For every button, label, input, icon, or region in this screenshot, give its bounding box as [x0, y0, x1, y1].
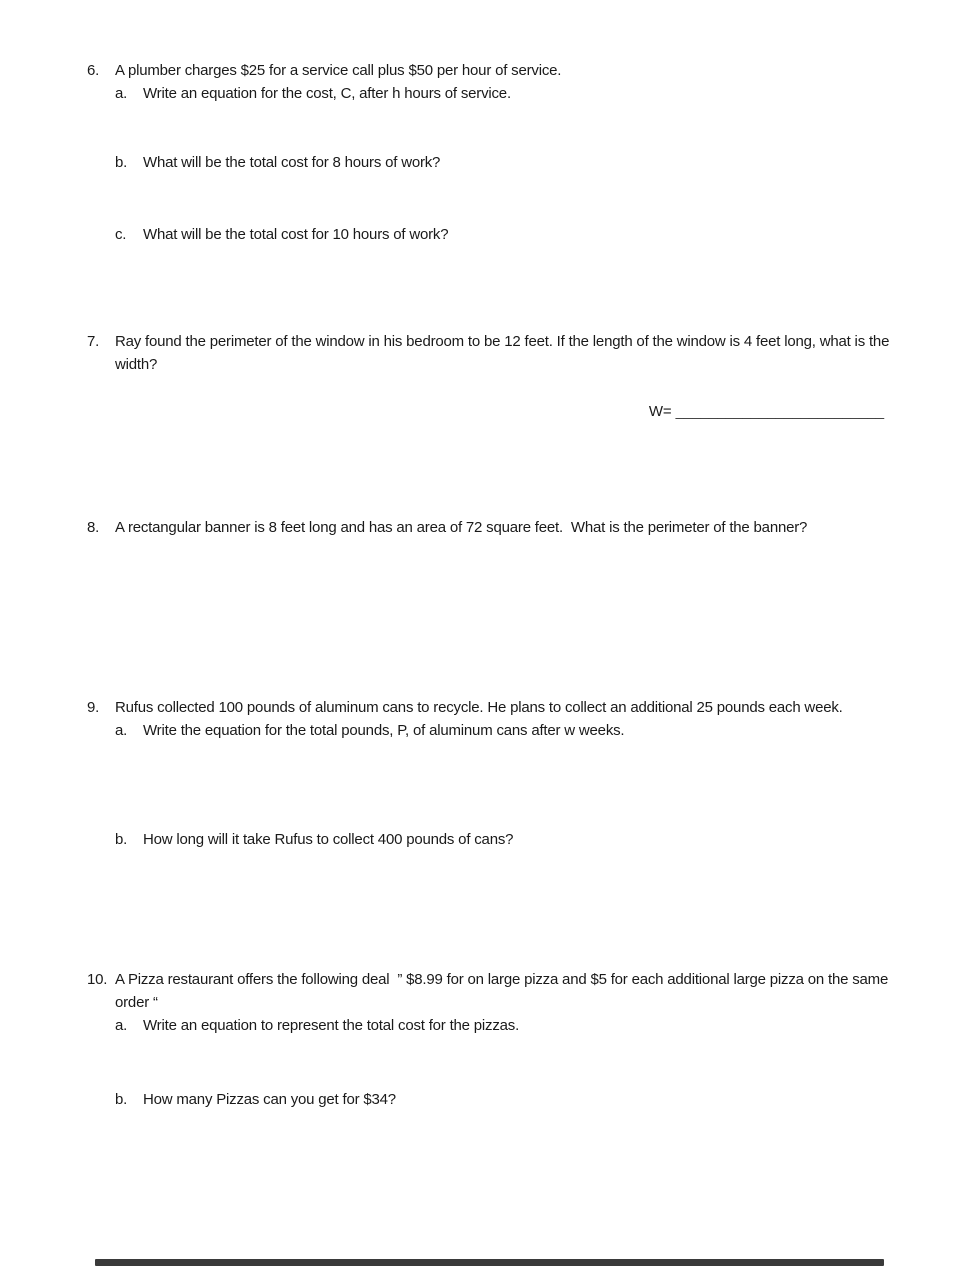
question-9-part-b	[115, 828, 913, 851]
question-6	[87, 59, 913, 82]
question-6-number: 6.	[87, 62, 100, 79]
question-9-text: Rufus collected 100 pounds of aluminum cans to recycle. He plans to collect an additional 25 pounds each week.	[115, 699, 843, 716]
question-10-part-a-text: Write an equation to represent the total cost for the pizzas.	[143, 1017, 520, 1034]
question-6-part-c-letter: c.	[115, 226, 127, 243]
question-6-part-a	[115, 82, 913, 105]
question-7	[87, 330, 913, 376]
question-10-part-b	[115, 1088, 913, 1111]
question-6-part-c-text: What will be the total cost for 10 hours of work?	[143, 226, 449, 243]
question-9-number: 9.	[87, 699, 100, 716]
question-6-part-a-text: Write an equation for the cost, C, after h hours of service.	[143, 85, 511, 102]
question-7-answer-label: W=	[648, 403, 672, 420]
question-9-part-a-letter: a.	[115, 722, 128, 739]
question-10-text: A Pizza restaurant offers the following deal ” $8.99 for on large pizza and $5 for each additional large pizza on the same order “	[115, 971, 893, 1011]
question-7-text: Ray found the perimeter of the window in his bedroom to be 12 feet. If the length of the window is 4 feet long, what is the width?	[115, 333, 894, 373]
question-9-part-a	[115, 719, 913, 742]
question-9-part-a-text: Write the equation for the total pounds, P, of aluminum cans after w weeks.	[143, 722, 625, 739]
question-10-part-b-text: How many Pizzas can you get for $34?	[143, 1091, 396, 1108]
question-8	[87, 516, 913, 539]
question-10	[87, 968, 913, 1014]
question-6-part-b-text: What will be the total cost for 8 hours of work?	[143, 154, 441, 171]
question-6-part-b	[115, 151, 913, 174]
question-9	[87, 696, 913, 719]
question-6-part-b-letter: b.	[115, 154, 128, 171]
question-6-text: A plumber charges $25 for a service call plus $50 per hour of service.	[115, 62, 562, 79]
question-7-answer-line	[633, 377, 884, 446]
question-7-answer-blank: _________________________	[671, 403, 885, 420]
question-10-part-a-letter: a.	[115, 1017, 128, 1034]
question-7-number: 7.	[87, 333, 100, 350]
question-8-text: A rectangular banner is 8 feet long and has an area of 72 square feet. What is the perimeter of the banner?	[115, 519, 808, 536]
page-bottom-bar	[95, 1259, 884, 1266]
question-6-part-a-letter: a.	[115, 85, 128, 102]
question-9-part-b-text: How long will it take Rufus to collect 400 pounds of cans?	[143, 831, 514, 848]
question-10-part-b-letter: b.	[115, 1091, 128, 1108]
question-9-part-b-letter: b.	[115, 831, 128, 848]
question-10-part-a	[115, 1014, 913, 1037]
question-10-number: 10.	[87, 971, 108, 988]
question-6-part-c	[115, 223, 913, 246]
question-8-number: 8.	[87, 519, 100, 536]
